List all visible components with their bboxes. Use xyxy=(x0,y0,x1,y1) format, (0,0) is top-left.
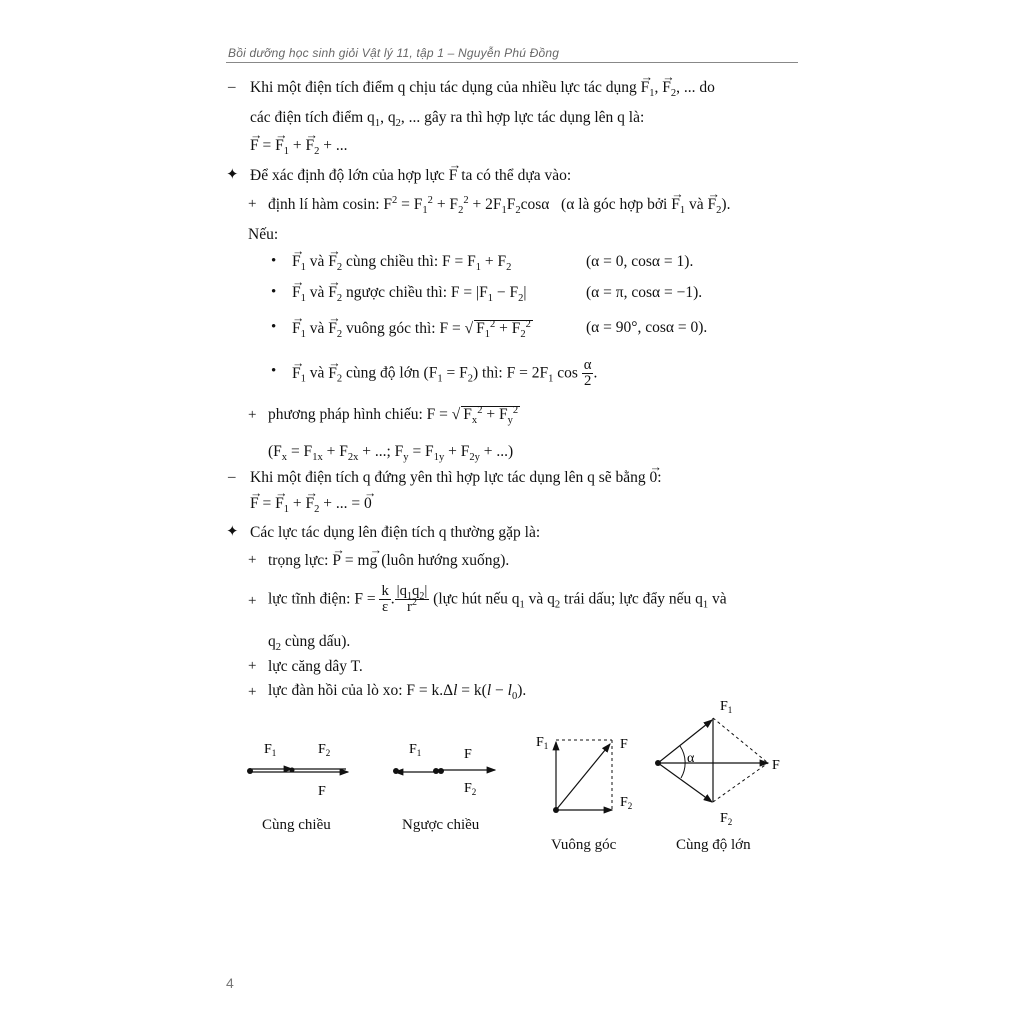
dash-marker: – xyxy=(228,79,236,95)
f1-label: $F_1$ xyxy=(409,742,422,758)
bullet-marker: • xyxy=(271,319,277,335)
f1-label: $F_1$ xyxy=(536,735,549,751)
plus-marker: + xyxy=(248,196,257,212)
case-perpendicular: → $F_1$ và → $F_2$ vuông góc thì: F = √ $F_1^2 + F_2^2$ xyxy=(292,320,533,337)
figure-equal-magnitude xyxy=(655,699,780,827)
equation-resultant: → F = → $F_1$ + → $F_2$ + ... xyxy=(250,138,348,154)
dash-marker: – xyxy=(228,469,236,485)
section-heading-1: Để xác định độ lớn của hợp lực → F ta có thể dựa vào: xyxy=(250,168,571,184)
charge-point-2 xyxy=(438,768,444,774)
tension-line: lực căng dây T. xyxy=(268,658,363,675)
caption-same-direction: Cùng chiều xyxy=(262,817,331,833)
resultant-arrow xyxy=(556,744,610,810)
caption-equal-magnitude: Cùng độ lớn xyxy=(676,837,751,853)
f2-label: $F_2$ xyxy=(720,811,733,827)
plus-marker: + xyxy=(248,593,257,609)
bullet-marker: • xyxy=(271,284,277,300)
gravity-line: trọng lực: → P = m→ g (luôn hướng xuống). xyxy=(268,553,509,569)
figure-same-direction xyxy=(247,742,348,799)
plus-marker: + xyxy=(248,552,257,568)
plus-marker: + xyxy=(248,684,257,700)
plus-marker: + xyxy=(248,407,257,423)
f-label: F xyxy=(772,758,780,773)
star-marker: ✦ xyxy=(226,524,239,540)
projection-components: ($F_x = F_{1x} + F_{2x}$ + ...; $F_y = F_{1y} + F_{2y}$ + ...) xyxy=(268,443,514,464)
case-same-direction-condition: (α = 0, cosα = 1). xyxy=(586,253,694,270)
bullet-marker: • xyxy=(271,363,277,379)
angle-arc xyxy=(680,746,685,778)
running-header: Bồi dưỡng học sinh giỏi Vật lý 11, tập 1 – Nguyễn Phú Đồng xyxy=(228,46,560,60)
cosine-law-line: định lí hàm cosin: $F^2 = F_1^2 + F_2^2 + 2F_1F_2\cos\alpha$ (α là góc hợp bởi → $F_1$ và → $F_2$). xyxy=(268,197,730,213)
section-heading-2: Các lực tác dụng lên điện tích q thường gặp là: xyxy=(250,524,541,541)
bullet-marker: • xyxy=(271,253,277,269)
electrostatic-line: lực tĩnh điện: F = $\frac{k}{\varepsilon}$ . $\frac{|q_1q_2|}{r^2}$ (lực hút nếu $q_1$ và $q_2$ trái dấu; lực đẩy nếu $q_1$ và xyxy=(268,583,727,616)
f1-label: $F_1$ xyxy=(720,699,733,715)
equation-equilibrium: → F = → $F_1$ + → $F_2$ + ... = → 0 xyxy=(250,496,372,512)
dashed-lower xyxy=(713,763,768,802)
case-same-direction: → $F_1$ và → $F_2$ cùng chiều thì: $F = F_1 + F_2$ xyxy=(292,254,511,270)
charge-point xyxy=(247,768,253,774)
f2-label: $F_2$ xyxy=(620,795,633,811)
spring-force-line: lực đàn hồi của lò xo: $F = k.\Delta l = k(l - l_0)$. xyxy=(268,682,527,703)
f2-label: $F_2$ xyxy=(318,742,331,758)
if-label: Nếu: xyxy=(248,226,279,243)
case-opposite-direction: → $F_1$ và → $F_2$ ngược chiều thì: $F = |F_1 - F_2|$ xyxy=(292,285,527,301)
charge-point xyxy=(655,760,661,766)
f2-label: $F_2$ xyxy=(464,781,477,797)
case-opposite-condition: (α = π, cosα = −1). xyxy=(586,284,703,301)
equilibrium-line: Khi một điện tích q đứng yên thì hợp lực tác dụng lên q sẽ bằng → 0: xyxy=(250,470,662,486)
junction-point xyxy=(290,768,295,773)
text-line-1: Khi một điện tích điểm q chịu tác dụng của nhiều lực tác dụng → $F_1$, → $F_2$, ... do xyxy=(250,80,715,96)
charge-point xyxy=(553,807,559,813)
projection-method: phương pháp hình chiếu: F = √ $F_x^2 + F_y^2$ xyxy=(268,404,519,427)
text-line-2: các điện tích điểm $q_1$, $q_2$, ... gây ra thì hợp lực tác dụng lên q là: xyxy=(250,109,645,130)
f1-label: $F_1$ xyxy=(264,742,277,758)
dashed-upper xyxy=(713,718,768,763)
figure-perpendicular xyxy=(536,735,632,813)
page-number: 4 xyxy=(226,975,234,991)
plus-marker: + xyxy=(248,658,257,674)
f-label: F xyxy=(318,784,326,799)
star-marker: ✦ xyxy=(226,167,239,183)
caption-opposite-direction: Ngược chiều xyxy=(402,817,480,833)
figure-opposite-direction xyxy=(393,742,495,797)
case-perpendicular-condition: (α = 90°, cosα = 0). xyxy=(586,319,708,336)
caption-perpendicular: Vuông góc xyxy=(551,837,617,853)
alpha-label: α xyxy=(687,751,695,766)
case-equal-magnitude: → $F_1$ và → $F_2$ cùng độ lớn $(F_1 = F_2)$ thì: $F = 2F_1$ cos $\frac{\alpha}{2}$ . xyxy=(292,358,597,390)
electrostatic-line-cont: $q_2$ cùng dấu). xyxy=(268,633,351,654)
f-label: F xyxy=(620,737,628,752)
f-label: F xyxy=(464,747,472,762)
end-point xyxy=(393,768,399,774)
